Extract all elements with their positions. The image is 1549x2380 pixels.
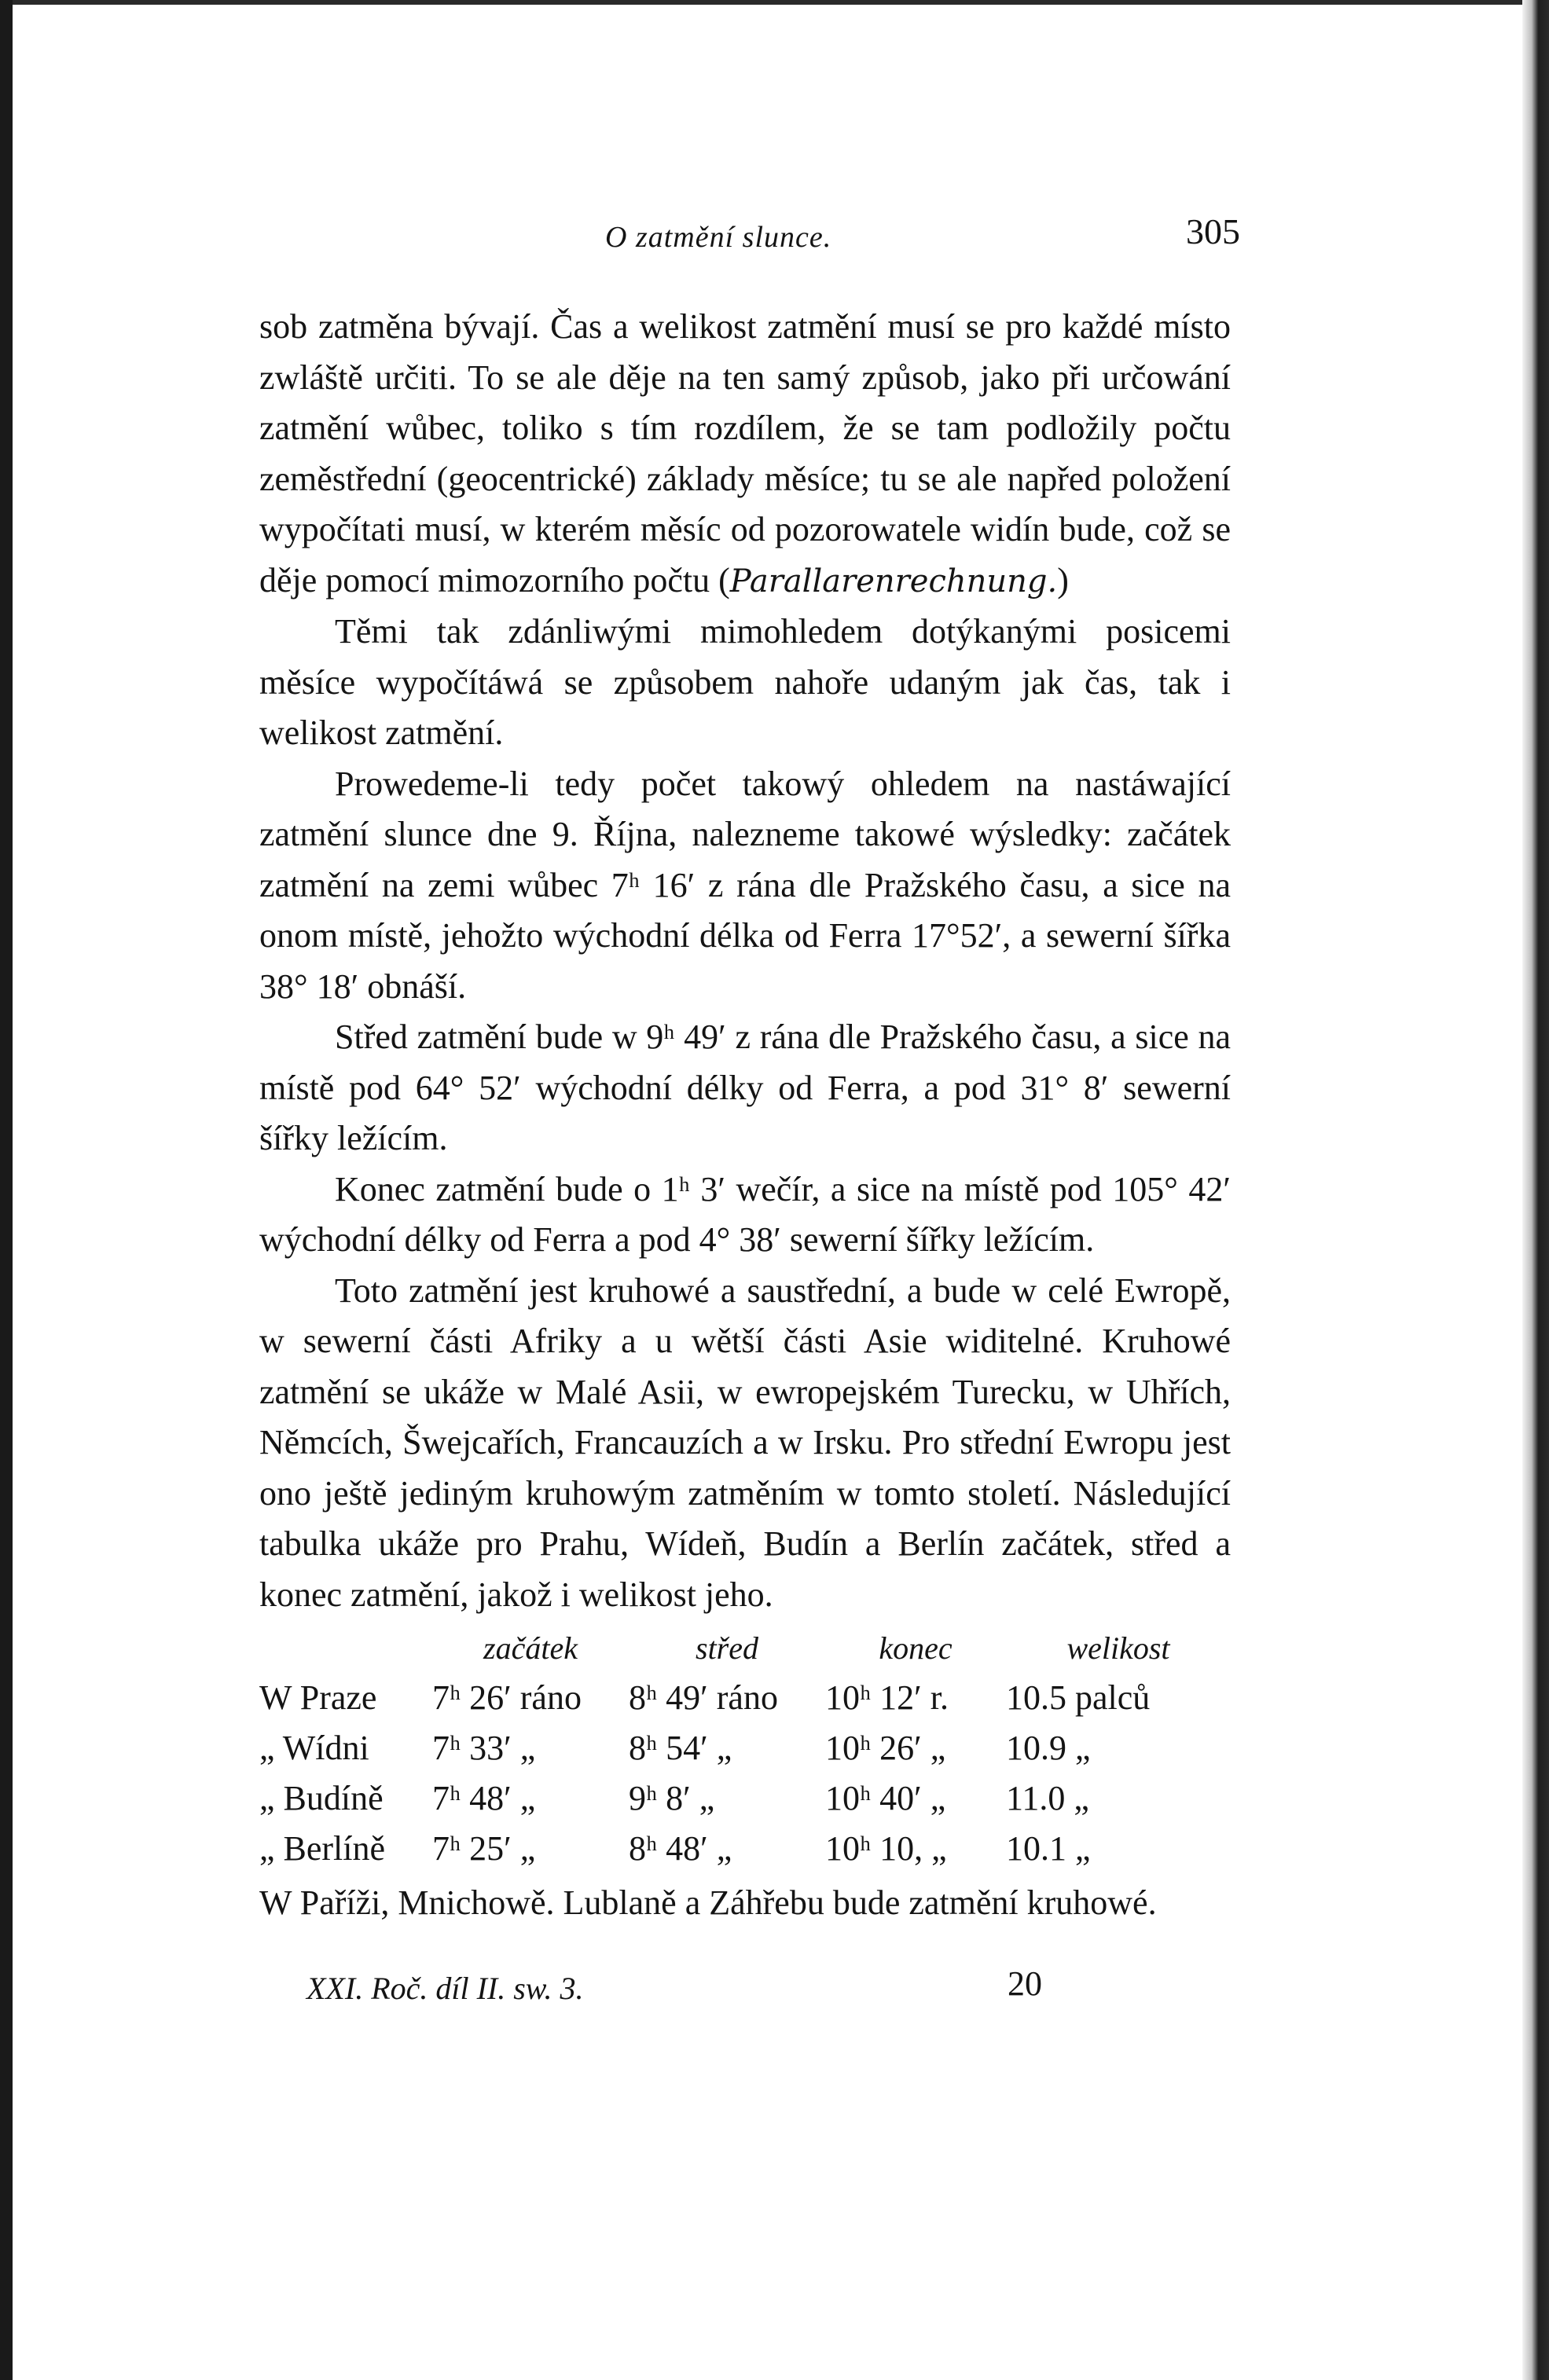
table-header-end: konec [879, 1630, 953, 1666]
table-cell: 7ʰ 25′ „ [432, 1828, 536, 1868]
sheet-number: 20 [1008, 1964, 1042, 2003]
paragraph-1: sob zatměna bývají. Čas a welikost zatmění musí se pro každé místo zwláště určiti. To se ale děje na ten samý způsob, jako při určowání zatmění wůbec, toliko s tím rozdílem, že se tam podložily počtu zeměstřední (geocentrické) základy měsíce; tu se ale napřed položení wypočítati musí, w kterém měsíc od pozorowatele widín bude, což se děje pomocí mimozorního počtu (Parallarenrechnung.) [259, 307, 1231, 600]
table-header-middle: střed [696, 1630, 758, 1666]
table-cell: „ Wídni [259, 1728, 369, 1767]
table-cell: 7ʰ 26′ ráno [432, 1678, 582, 1717]
body-text [259, 302, 1231, 1620]
table-cell: 10.5 palců [1006, 1678, 1151, 1717]
table-cell: 9ʰ 8′ „ [629, 1778, 715, 1817]
table-cell: 10ʰ 40′ „ [825, 1778, 946, 1817]
running-title: O zatmění slunce. [605, 221, 832, 254]
table-cell: 7ʰ 48′ „ [432, 1778, 536, 1817]
paragraph-5: Konec zatmění bude o 1ʰ 3′ wečír, a sice na místě pod 105° 42′ wýchodní délky od Ferra a pod 4° 38′ sewerní šířky ležícím. [259, 1169, 1231, 1259]
book-page [259, 211, 1240, 2019]
paragraph-6: Toto zatmění jest kruhowé a saustřední, a bude w celé Ewropě, w sewerní části Afriky a u wětší části Asie widitelné. Kruhowé zatmění se ukáže w Malé Asii, w ewropejském Turecku, w Uhřích, Němcích, Šwejcařích, Francauzích a w Irsku. Pro střední Ewropu jest ono ještě jediným kruhowým zatměním w tomto století. Následující tabulka ukáže pro Prahu, Wídeň, Budín a Berlín začátek, střed a konec zatmění, jakož i welikost jeho. [259, 1271, 1231, 1614]
table-header-place [259, 1623, 432, 1672]
table-header-magnitude: welikost [1066, 1630, 1170, 1666]
table-header-start: začátek [483, 1630, 578, 1666]
paragraph-2: Těmi tak zdánliwými mimohledem dotýkanými posicemi měsíce wypočítáwá se způsobem nahoře udaným jak čas, tak i welikost zatmění. [259, 612, 1231, 752]
table-cell: 10.9 „ [1006, 1728, 1091, 1767]
scan-border-left [0, 0, 13, 2380]
table-row [259, 1722, 1231, 1773]
scan-border-top [0, 0, 1549, 5]
paragraph-4: Střed zatmění bude w 9ʰ 49′ z rána dle Pražského času, a sice na místě pod 64° 52′ wýchodní délky od Ferra, a pod 31° 8′ sewerní šířky ležícím. [259, 1018, 1231, 1157]
scan-border-right [1522, 0, 1549, 2380]
table-cell: 10ʰ 10, „ [825, 1828, 947, 1868]
fraktur-term: Parallarenrechnung. [729, 563, 1058, 600]
signature-mark: XXI. Roč. díl II. sw. 3. [306, 1970, 584, 2006]
paragraph-3: Prowedeme-li tedy počet takowý ohledem na nastáwající zatmění slunce dne 9. Října, nalezneme takowé wýsledky: začátek zatmění na zemi wůbec 7ʰ 16′ z rána dle Pražského času, a sice na onom místě, jehožto wýchodní délka od Ferra 17°52′, a sewerní šířka 38° 18′ obnáší. [259, 764, 1231, 1006]
table-cell: 7ʰ 33′ „ [432, 1728, 536, 1767]
table-row [259, 1823, 1231, 1873]
table-cell: 10ʰ 12′ r. [825, 1678, 949, 1717]
table-row [259, 1672, 1231, 1722]
table-cell: „ Berlíně [259, 1828, 386, 1868]
table-cell: W Praze [259, 1678, 377, 1717]
table-cell: „ Budíně [259, 1778, 384, 1817]
page-footer [259, 1964, 1231, 2019]
table-cell: 10.1 „ [1006, 1828, 1091, 1868]
table-cell: 8ʰ 49′ ráno [629, 1678, 778, 1717]
page-number: 305 [1186, 211, 1240, 251]
table-header-row [259, 1623, 1231, 1672]
table-cell: 11.0 „ [1006, 1778, 1089, 1817]
table-cell: 8ʰ 54′ „ [629, 1728, 732, 1767]
table-cell: 8ʰ 48′ „ [629, 1828, 732, 1868]
table-row [259, 1773, 1231, 1823]
page-header [259, 211, 1240, 266]
closing-paragraph: W Paříži, Mnichowě. Lublaně a Záhřebu bude zatmění kruhowé. [259, 1883, 1157, 1922]
eclipse-times-table [259, 1623, 1231, 1873]
table-cell: 10ʰ 26′ „ [825, 1728, 946, 1767]
